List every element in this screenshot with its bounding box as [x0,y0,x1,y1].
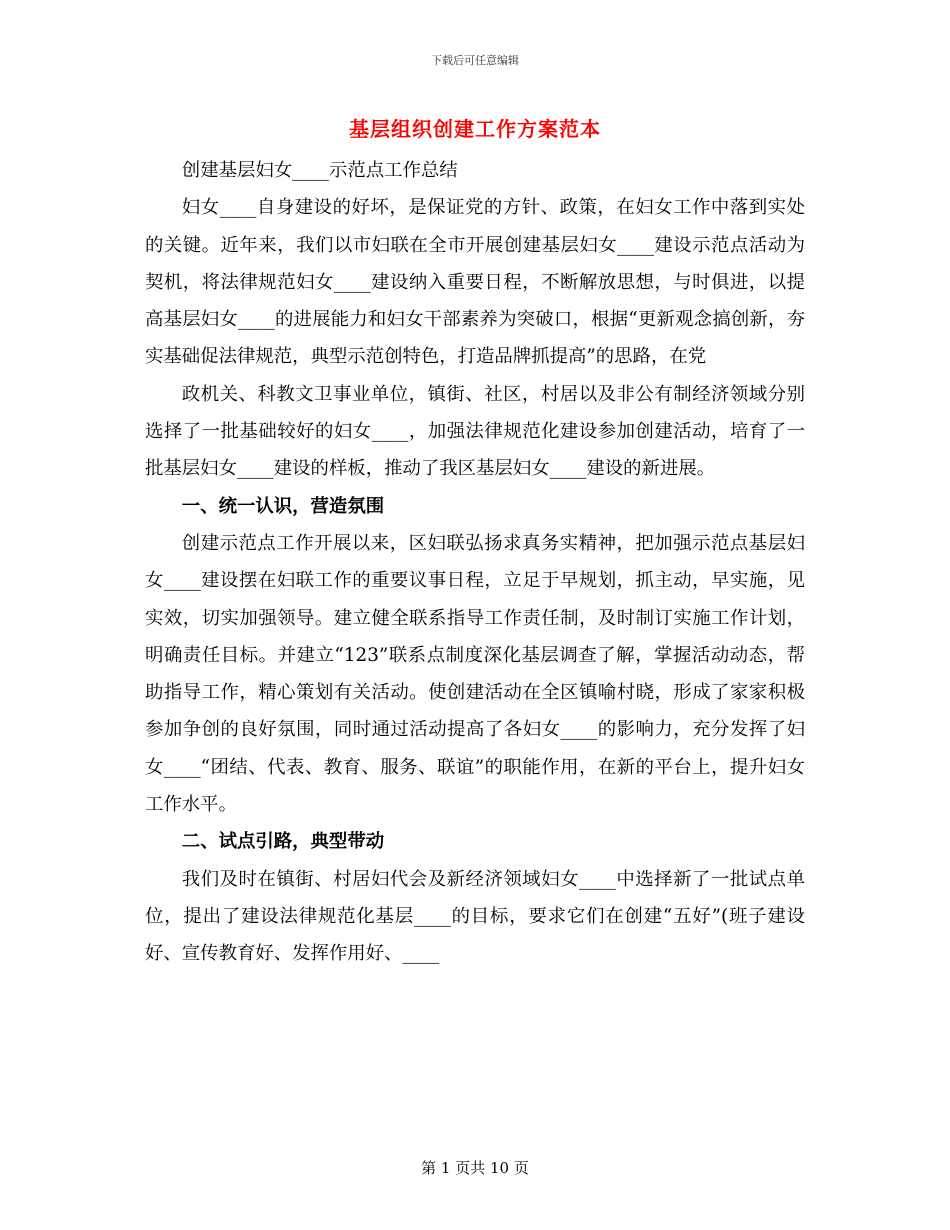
body-paragraph: 政机关、科教文卫事业单位，镇街、社区，村居以及非公有制经济领域分别选择了一批基础较好的妇女____，加强法律规范化建设参加创建活动，培育了一批基层妇女____建设的样板，推动了我区基层妇女____建设的新进展。 [145,383,805,480]
section-heading: 二、试点引路，典型带动 [181,831,385,853]
document-title: 基层组织创建工作方案范本 [349,117,601,141]
section-heading: 一、统一认识，营造氛围 [181,495,385,517]
page-footer: 第 1 页共 10 页 [421,1159,529,1177]
body-paragraph: 创建示范点工作开展以来，区妇联弘扬求真务实精神，把加强示范点基层妇女____建设摆在妇联工作的重要议事日程，立足于早规划，抓主动，早实施，见实效，切实加强领导。建立健全联系指导工作责任制，及时制订实施工作计划，明确责任目标。并建立“123”联系点制度深化基层调查了解，掌握活动动态，帮助指导工作，精心策划有关活动。使创建活动在全区镇喻村晓，形成了家家积极参加争创的良好氛围，同时通过活动提高了各妇女____的影响力，充分发挥了妇女____“团结、代表、教育、服务、联谊”的职能作用，在新的平台上，提升妇女工作水平。 [145,532,805,816]
body-paragraph: 妇女____自身建设的好坏，是保证党的方针、政策，在妇女工作中落到实处的关键。近年来，我们以市妇联在全市开展创建基层妇女____建设示范点活动为契机，将法律规范妇女____建设纳入重要日程，不断解放思想，与时俱进，以提高基层妇女____的进展能力和妇女干部素养为突破口，根据“更新观念搞创新，夯实基础促法律规范，典型示范创特色，打造品牌抓提高”的思路，在党 [145,197,805,368]
body-paragraph: 我们及时在镇街、村居妇代会及新经济领域妇女____中选择新了一批试点单位，提出了建设法律规范化基层____的目标，要求它们在创建“五好”(班子建设好、宣传教育好、发挥作用好、____ [145,868,805,965]
page-header: 下载后可任意编辑 [431,54,519,67]
subtitle-paragraph: 创建基层妇女____示范点工作总结 [181,160,458,181]
document-body [145,152,805,973]
